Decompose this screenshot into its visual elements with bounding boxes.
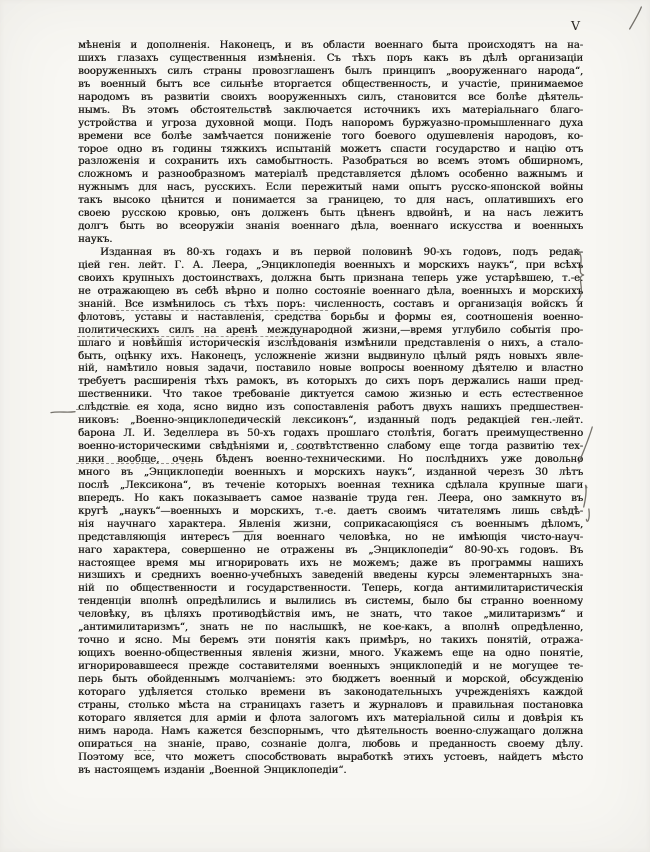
text-line: страны, столько мѣста на страницахъ газетъ и журналовъ и правильная постановка <box>78 699 583 711</box>
text-block <box>78 40 583 777</box>
text-line: котораго удѣляется столько времени въ законодательныхъ учрежденіяхъ каждой <box>78 686 583 698</box>
text-line: человѣку, въ цѣляхъ противодѣйствія имъ, не знать, что такое „милитаризмъ“ и <box>78 609 583 621</box>
underline-na <box>134 750 155 751</box>
corner-pencil-stroke <box>629 7 642 29</box>
text-line: ній по общественности и государственности. Теперь, когда антимилитаристическія <box>78 583 583 595</box>
paragraph <box>78 40 583 247</box>
text-line: тенденціи вполнѣ опредѣлились и вылились въ системы, было бы странно военному <box>78 596 583 608</box>
text-line: вооруженныхъ силъ страны провозглашенъ былъ принципъ „вооруженнаго народа“, <box>78 65 583 77</box>
margin-hook <box>585 509 592 522</box>
text-line: шихъ глазахъ существенныя измѣненія. Съ тѣхъ поръ какъ въ дѣлѣ организаціи <box>78 52 583 64</box>
text-line: сложномъ и разнообразномъ матеріалѣ представляется дѣломъ особенно важнымъ и <box>78 169 583 181</box>
text-line: такъ высоко цѣнится и понимается за границею, то для насъ, оплатившихъ его <box>78 195 583 207</box>
paragraph <box>78 247 583 777</box>
text-line: барона Л. И. Зеделлера въ 50-хъ годахъ прошлаго столѣтія, богатъ преимущественно <box>78 428 583 440</box>
text-line: долгъ быть во всеоружіи знанія военнаго дѣла, военнаго искусства и военныхъ <box>78 221 583 233</box>
text-line: требуетъ расширенія тѣхъ рамокъ, въ которыхъ до сихъ поръ держались наши пред- <box>78 376 583 388</box>
text-line: много въ „Энциклопедіи военныхъ и морскихъ наукъ“, изданной черезъ 30 лѣтъ <box>78 466 583 478</box>
text-line: слѣдствіе ея хода, ясно видно изъ сопоставленія работъ двухъ нашихъ предшествен- <box>78 402 583 414</box>
text-line: времени все болѣе замѣчается пониженіе того боевого одушевленія народовъ, ко- <box>78 130 583 142</box>
text-line: Поэтому все, что можетъ способствовать выработкѣ этихъ устоевъ, найдетъ мѣсто <box>78 751 583 763</box>
page-number: V <box>570 18 582 33</box>
underline-niki-voobshe <box>76 463 194 464</box>
text-line: Изданная въ 80-хъ годахъ и въ первой половинѣ 90-хъ годовъ, подъ редак- <box>100 247 583 258</box>
text-line: ющихъ военно-общественныя явленія жизни, много. Укажемъ еще на одно понятіе, <box>78 648 583 660</box>
margin-left-tick <box>51 409 75 415</box>
text-line: нія научнаго характера. Явленія жизни, соприкасающіяся съ военнымъ дѣломъ, <box>78 518 583 530</box>
text-line: впередъ. Но какъ показываетъ самое названіе труда ген. Леера, оно замкнуто въ <box>78 492 583 504</box>
text-line: мѣненія и дополненія. Наконецъ, и въ области военнаго быта происходятъ на на- <box>78 40 583 51</box>
text-line: никовъ: „Военно-энциклопедическій лексиконъ“, изданный подъ редакціей ген.-лейт. <box>78 415 583 427</box>
text-line: котораго является для арміи и флота залогомъ ихъ матеріальной силы и довѣрія къ <box>78 712 583 724</box>
text-line: настоящее время мы игнорировать ихъ не можемъ; даже въ программы нашихъ <box>78 557 583 569</box>
text-line: ники вообще, очень бѣденъ военно-техническими. Но послѣднихъ уже довольно <box>78 454 583 465</box>
dash-interes <box>233 529 253 534</box>
text-line: не отражающею въ себѣ вѣрно и полно состояніе военнаго дѣла, военныхъ и морскихъ <box>78 285 583 297</box>
text-line: разложенія и сохранить ихъ самобытность. Разобраться во всемъ этомъ обширномъ, <box>78 156 583 168</box>
text-line: своею русскою кровью, онъ долженъ быть цѣненъ вдвойнѣ, и на насъ лежитъ <box>78 208 583 220</box>
text-line: представляющія интересъ для военнаго человѣка, но не имѣющія чисто-науч- <box>78 531 583 543</box>
margin-slash <box>578 427 593 463</box>
text-line: опираться на знаніе, право, сознаніе долга, любовь и преданность своему дѣлу. <box>78 738 583 750</box>
text-line: нимъ народа. Намъ кажется безспорнымъ, что дѣятельность военно-служащаго должна <box>78 725 583 737</box>
text-line: своихъ крупныхъ достоинствахъ, должна быть признана теперь уже устарѣвшею, т.-е. <box>78 272 583 284</box>
text-line: „антимилитаризмъ“, знать не по наслышкѣ, не кое-какъ, а вполнѣ опредѣленно, <box>78 622 583 634</box>
text-line: наго характера, совершенно не отражены въ „Энциклопедіи“ 80-90-хъ годовъ. Въ <box>78 544 583 556</box>
text-line: игнорировавшееся прежде составителями военныхъ энциклопедій и не могущее те- <box>78 661 583 672</box>
text-line: нужнымъ для насъ, русскихъ. Если пережитый нами опытъ русско-японской войны <box>78 182 583 194</box>
text-line: нымъ. Въ этомъ обстоятельствѣ заключается источникъ ихъ матеріальнаго благо- <box>78 104 583 116</box>
text-line: ціей ген. лейт. Г. А. Леера, „Энциклопедія военныхъ и морскихъ наукъ“, при всѣхъ <box>78 259 583 271</box>
underline-politicheskih <box>77 336 303 337</box>
text-line: политическихъ силъ на аренѣ международной жизни,—время углубило событія про- <box>78 324 583 336</box>
underline-vse-izmenilos <box>116 310 328 311</box>
text-line: наукъ. <box>78 234 113 246</box>
margin-arrow-flick <box>581 484 590 507</box>
margin-brace <box>574 249 587 301</box>
text-line: ній, намѣтило новыя задачи, поставило новые вопросы военному дѣятелю и властно <box>78 363 583 375</box>
text-line: шлаго и новѣйшія историческія изслѣдованія измѣнили представленія о нихъ, а стало- <box>78 337 583 349</box>
text-line: въ настоящемъ изданіи „Военной Энциклопедіи“. <box>78 764 347 776</box>
text-line: перь быть обойденнымъ молчаніемъ: это бюджетъ военный и морской, обсужденію <box>78 673 583 685</box>
text-line: знаній. Все измѣнилось съ тѣхъ поръ: численность, составъ и организація войскъ и <box>78 298 583 310</box>
strike-sledstvie <box>76 409 130 410</box>
underline-i-sootvetstvenno <box>291 449 315 450</box>
text-line: народомъ въ развитіи своихъ вооруженныхъ силъ, становится все болѣе дѣятель- <box>78 91 583 103</box>
text-line: кругѣ „наукъ“—военныхъ и морскихъ, т.-е. даетъ своимъ читателямъ лишь свѣдѣ- <box>78 505 583 517</box>
text-line: флотовъ, уставы и наставленія, средства борьбы и формы ея, соотношенія военно- <box>78 311 583 323</box>
text-line: точно и ясно. Мы беремъ эти понятія какъ примѣръ, но такихъ понятій, отража- <box>78 635 583 647</box>
text-line: послѣ „Лексикона“, въ теченіе которыхъ военная техника сдѣлала крупные шаги <box>78 479 583 491</box>
text-line: устройства и угроза духовной мощи. Подъ напоромъ буржуазно-промышленнаго духа <box>78 117 583 129</box>
text-line: быть, оцѣнку ихъ. Наконецъ, усложненіе жизни выдвинуло цѣлый рядъ новыхъ явле- <box>78 350 583 362</box>
text-line: военно-историческими свѣдѣніями и, соотвѣтственно слабому еще тогда развитію тех- <box>78 441 583 453</box>
text-line: въ военный бытъ все сильнѣе вторгается общественность, и участіе, принимаемое <box>78 78 583 90</box>
text-line: низшихъ и среднихъ военно-учебныхъ заведеній введены курсы элементарныхъ зна- <box>78 570 583 582</box>
text-line: шественники. Что такое требованіе диктуется самою жизнью и есть естественное <box>78 389 583 401</box>
text-line: торое одно въ годины тяжкихъ испытаній можетъ спасти государство и націю отъ <box>78 143 583 155</box>
